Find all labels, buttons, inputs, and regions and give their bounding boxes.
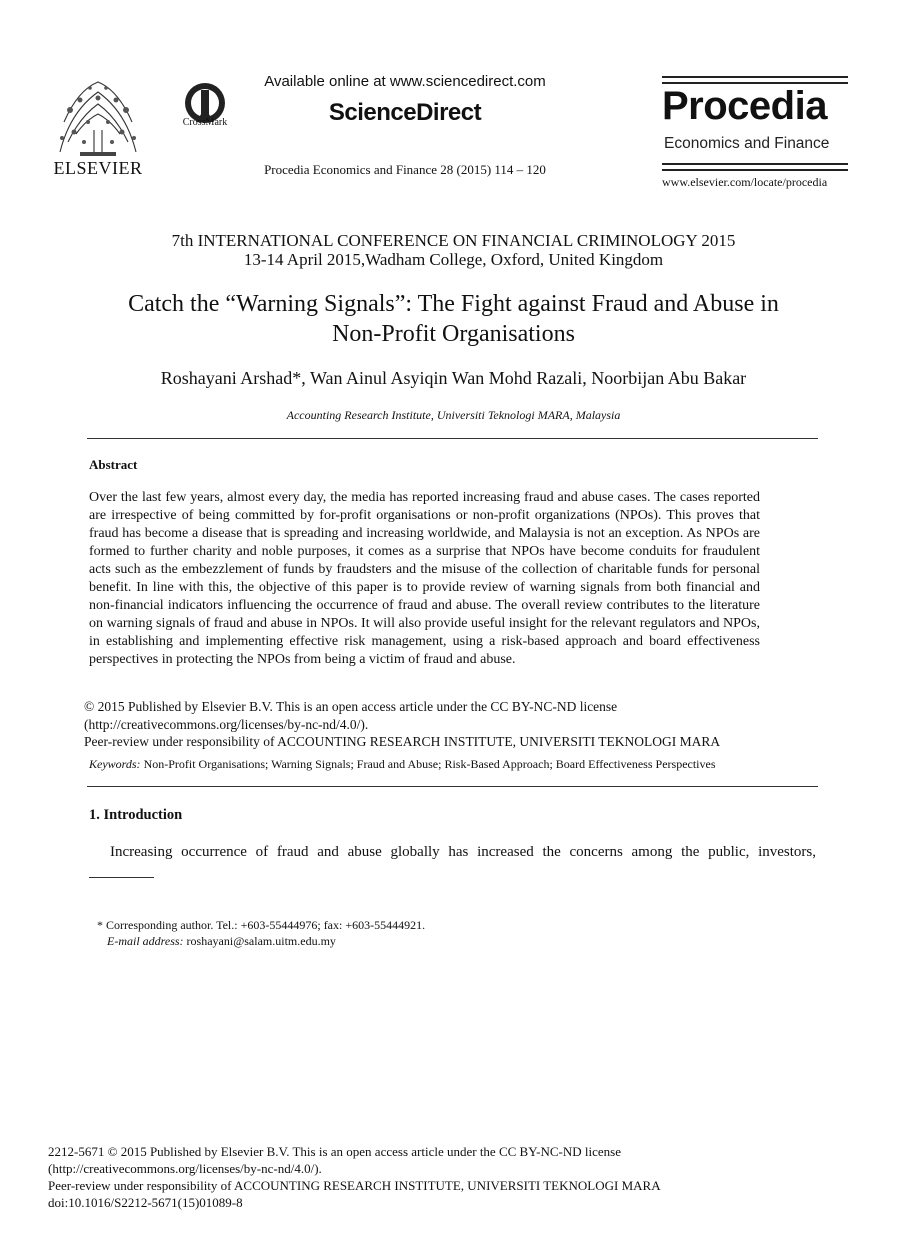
paper-title-line-2: Non-Profit Organisations <box>332 321 575 347</box>
footer-doi[interactable]: doi:10.1016/S2212-5671(15)01089-8 <box>48 1195 243 1210</box>
paper-title <box>60 289 847 349</box>
affiliation: Accounting Research Institute, Universiti Teknologi MARA, Malaysia <box>286 408 621 422</box>
license-line-1: © 2015 Published by Elsevier B.V. This is an open access article under the CC BY-NC-ND license <box>84 699 618 714</box>
divider-bottom <box>87 786 818 787</box>
footer-license-link[interactable]: (http://creativecommons.org/licenses/by-nc-nd/4.0/). <box>48 1161 322 1176</box>
available-online-text: Available online at www.sciencedirect.com <box>264 73 546 90</box>
introduction-text: Increasing occurrence of fraud and abuse globally has increased the concerns among the public, investors, <box>110 844 816 860</box>
introduction-heading: 1. Introduction <box>89 807 183 823</box>
peer-review-line: Peer-review under responsibility of ACCOUNTING RESEARCH INSTITUTE, UNIVERSITI TEKNOLOGI MARA <box>84 734 721 749</box>
procedia-subtitle: Economics and Finance <box>664 135 830 152</box>
procedia-bottom-rule-2 <box>662 169 848 171</box>
conference-title: 7th INTERNATIONAL CONFERENCE ON FINANCIAL CRIMINOLOGY 2015 <box>171 231 736 250</box>
abstract-text: Over the last few years, almost every day, the media has reported increasing fraud and abuse cases. The cases reported are irrespective of being committed by for-profit organisations or non-profit organizations (NPOs). This proves that fraud has become a disease that is spreading and increasing worldwide, and Malaysia is not an exception. As NPOs are formed to further charity and noble purposes, it comes as a surprise that NPOs have become conduits for fraudulent acts such as the embezzlement of funds by fraudsters and the misuse of the collection of charitable funds for personal benefit. In line with this, the objective of this paper is to provide review of warning signals from both financial and non-financial indicators influencing the occurrence of fraud and abuse. The overall review contributes to the literature on warning signals of fraud and abuse in NPOs. It will also provide useful insight for the relevant regulators and NPOs, in establishing and implementing effective risk management, using a risk-based approach and board effectiveness perspectives in protecting the NPOs from being a victim of fraud and abuse. <box>89 490 760 667</box>
procedia-top-rule-1 <box>662 76 848 78</box>
crossmark-label: CrossMark <box>182 117 228 128</box>
abstract-heading: Abstract <box>89 457 138 472</box>
divider-top <box>87 438 818 439</box>
procedia-bottom-rule-1 <box>662 163 848 165</box>
license-block <box>84 698 784 751</box>
authors: Roshayani Arshad*, Wan Ainul Asyiqin Wan Mohd Razali, Noorbijan Abu Bakar <box>160 368 747 388</box>
journal-reference: Procedia Economics and Finance 28 (2015) 114 – 120 <box>264 162 546 177</box>
email-note <box>107 934 336 949</box>
footer-issn-license: 2212-5671 © 2015 Published by Elsevier B.V. This is an open access article under the CC BY-NC-ND license <box>48 1144 622 1159</box>
page-footer <box>48 1143 848 1211</box>
elsevier-wordmark: ELSEVIER <box>53 158 143 178</box>
email-label: E-mail address: <box>107 934 184 948</box>
sciencedirect-logo: ScienceDirect <box>328 99 482 126</box>
corresponding-author-note: * Corresponding author. Tel.: +603-55444976; fax: +603-55444921. <box>97 918 426 932</box>
keywords <box>89 757 789 772</box>
keywords-text: Non-Profit Organisations; Warning Signals; Fraud and Abuse; Risk-Based Approach; Board Effectiveness Perspectives <box>140 757 716 771</box>
procedia-logo: Procedia <box>662 84 827 128</box>
procedia-url[interactable]: www.elsevier.com/locate/procedia <box>662 175 828 189</box>
license-link[interactable]: (http://creativecommons.org/licenses/by-nc-nd/4.0/). <box>84 716 369 732</box>
keywords-label: Keywords: <box>89 757 141 771</box>
email-address[interactable]: roshayani@salam.uitm.edu.my <box>183 934 336 948</box>
paper-title-line-1: Catch the “Warning Signals”: The Fight against Fraud and Abuse in <box>128 291 779 317</box>
footnote-rule <box>89 877 154 878</box>
footer-peer-review: Peer-review under responsibility of ACCOUNTING RESEARCH INSTITUTE, UNIVERSITI TEKNOLOGI MARA <box>48 1178 661 1193</box>
conference-date-venue: 13-14 April 2015,Wadham College, Oxford, United Kingdom <box>243 250 664 269</box>
